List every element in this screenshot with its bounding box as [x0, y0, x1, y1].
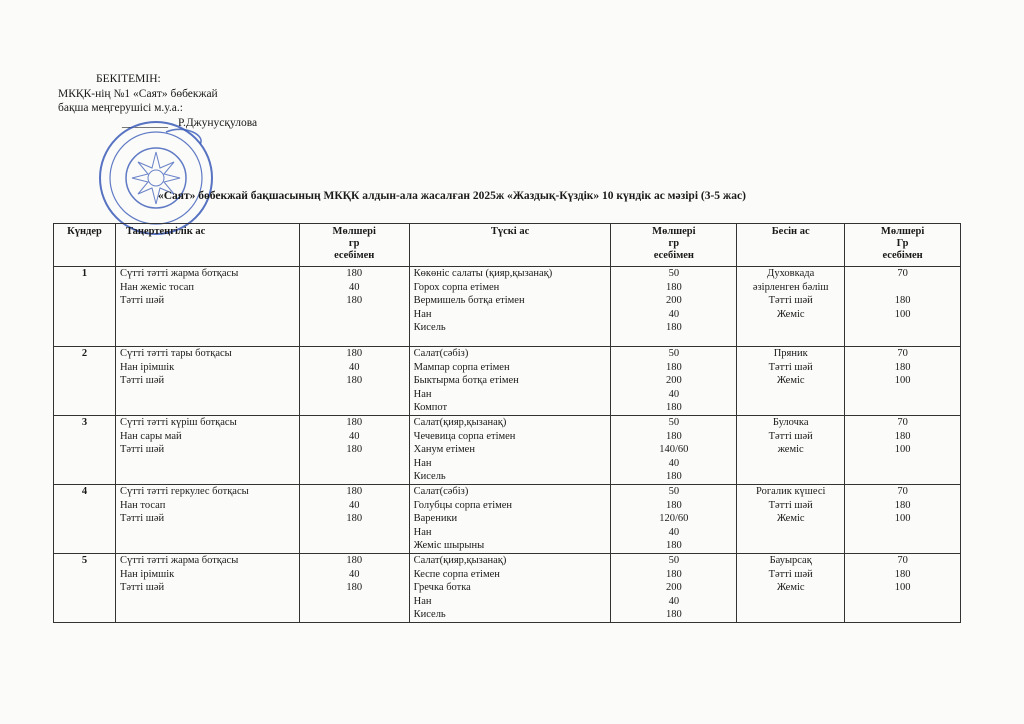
- table-row: [54, 415, 961, 484]
- day-number: 2: [54, 347, 116, 416]
- header-lunch: Түскі ас: [409, 224, 611, 267]
- table-header-row: [54, 224, 961, 267]
- approval-org: МКҚК-нің №1 «Саят» бөбекжай: [58, 87, 218, 100]
- day-number: 4: [54, 484, 116, 553]
- lunch-qty-cell: 50 180 120/60 40 180: [611, 484, 737, 553]
- day-number: 3: [54, 415, 116, 484]
- lunch-cell: Салат(сәбіз) Мампар сорпа етімен Быктырма ботқа етімен Нан Компот: [409, 347, 611, 416]
- table-row: [54, 347, 961, 416]
- snack-qty-cell: 70 180 100: [845, 267, 961, 347]
- approval-title: БЕКІТЕМІН:: [96, 73, 161, 85]
- approval-position: бақша меңгерушісі м.у.а.:: [58, 102, 183, 114]
- day-number: 1: [54, 267, 116, 347]
- official-stamp: [96, 118, 216, 238]
- breakfast-cell: Сүтті тәтті күріш ботқасы Нан сары май Тәтті шәй: [115, 415, 299, 484]
- lunch-qty-cell: 50 180 200 40 180: [611, 267, 737, 347]
- lunch-qty-cell: 50 180 140/60 40 180: [611, 415, 737, 484]
- breakfast-cell: Сүтті тәтті тары ботқасы Нан ірімшік Тәтті шәй: [115, 347, 299, 416]
- breakfast-cell: Сүтті тәтті геркулес ботқасы Нан тосап Тәтті шәй: [115, 484, 299, 553]
- breakfast-qty-cell: 180 40 180: [299, 347, 409, 416]
- lunch-cell: Көкөніс салаты (қияр,қызанақ) Горох сорпа етімен Вермишель ботқа етімен Нан Кисель: [409, 267, 611, 347]
- snack-qty-cell: 70 180 100: [845, 553, 961, 622]
- snack-cell: Бауырсақ Тәтті шәй Жеміс: [737, 553, 845, 622]
- table-row: [54, 267, 961, 347]
- snack-cell: Булочка Тәтті шәй жеміс: [737, 415, 845, 484]
- lunch-cell: Салат(сәбіз) Голубцы сорпа етімен Вареники Нан Жеміс шырыны: [409, 484, 611, 553]
- breakfast-qty-cell: 180 40 180: [299, 415, 409, 484]
- lunch-cell: Салат(қияр,қызанақ) Чечевица сорпа етімен Ханум етімен Нан Кисель: [409, 415, 611, 484]
- breakfast-qty-cell: 180 40 180: [299, 484, 409, 553]
- header-breakfast: Таңертеңгілік ас: [115, 224, 299, 267]
- menu-title: «Саят» бөбекжай бақшасының МКҚК алдын-ала жасалған 2025ж «Жаздық-Күздік» 10 күндік ас мәзірі (3-5 жас): [158, 190, 746, 202]
- breakfast-cell: Сүтті тәтті жарма ботқасы Нан ірімшік Тәтті шәй: [115, 553, 299, 622]
- snack-cell: Пряник Тәтті шәй Жеміс: [737, 347, 845, 416]
- header-qty-lunch: Мөлшері гр есебімен: [611, 224, 737, 267]
- lunch-qty-cell: 50 180 200 40 180: [611, 553, 737, 622]
- snack-cell: Духовкада әзірленген бәліш Тәтті шәй Жеміс: [737, 267, 845, 347]
- day-number: 5: [54, 553, 116, 622]
- header-day: Күндер: [54, 224, 116, 267]
- snack-qty-cell: 70 180 100: [845, 484, 961, 553]
- snack-cell: Рогалик күшесі Тәтті шәй Жеміс: [737, 484, 845, 553]
- lunch-qty-cell: 50 180 200 40 180: [611, 347, 737, 416]
- header-qty-snack: Мөлшері Гр есебімен: [845, 224, 961, 267]
- breakfast-qty-cell: 180 40 180: [299, 267, 409, 347]
- lunch-cell: Салат(қияр,қызанақ) Кеспе сорпа етімен Гречка ботка Нан Кисель: [409, 553, 611, 622]
- signature-line: ________: [122, 116, 168, 129]
- header-snack: Бесін ас: [737, 224, 845, 267]
- table-row: [54, 484, 961, 553]
- header-qty-breakfast: Мөлшері гр есебімен: [299, 224, 409, 267]
- menu-table: [53, 223, 961, 623]
- breakfast-qty-cell: 180 40 180: [299, 553, 409, 622]
- breakfast-cell: Сүтті тәтті жарма ботқасы Нан жеміс тосап Тәтті шәй: [115, 267, 299, 347]
- table-row: [54, 553, 961, 622]
- approver-name: Р.Джунусқулова: [178, 116, 258, 129]
- snack-qty-cell: 70 180 100: [845, 415, 961, 484]
- snack-qty-cell: 70 180 100: [845, 347, 961, 416]
